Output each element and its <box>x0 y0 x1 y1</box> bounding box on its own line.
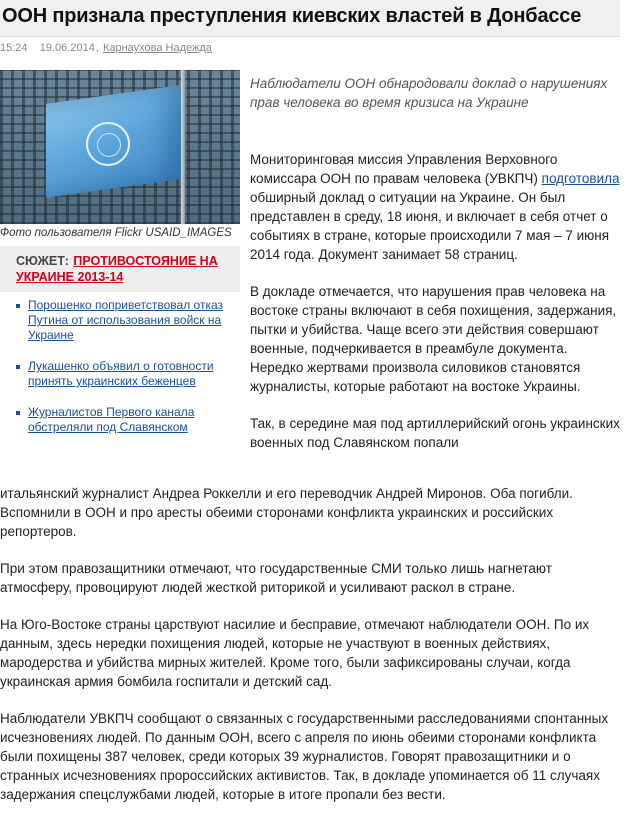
paragraph-1 <box>250 150 622 264</box>
list-item <box>16 405 240 435</box>
paragraph-1-start: Мониторинговая миссия Управления Верховного комиссара ООН по правам человека (УВКПЧ) <box>250 152 558 186</box>
related-link-2[interactable]: Лукашенко объявил о готовности принять украинских беженцев <box>28 359 214 388</box>
photo-caption: Фото пользователя Flickr USAID_IMAGES <box>0 227 232 239</box>
story-box <box>0 246 240 292</box>
flag-pole <box>181 70 185 224</box>
article-title: ООН признала преступления киевских властей в Донбассе <box>2 5 582 27</box>
article-body-wide <box>0 484 622 822</box>
publish-time: 15:24 <box>0 42 28 54</box>
related-links <box>0 298 240 435</box>
paragraph-5: На Юго-Востоке страны царствуют насилие и бесправие, отмечают наблюдатели ООН. По их данным, здесь нередки похищения людей, которые не участвуют в военных действиях, мародерства и убийства мирных жителей. Кроме того, были зафиксированы случаи, когда украинская армия бомбила госпитали и детский сад. <box>0 617 590 689</box>
story-label: СЮЖЕТ: <box>16 254 69 268</box>
story-header <box>16 253 240 285</box>
paragraph-4: При этом правозащитники отмечают, что государственные СМИ только лишь нагнетают атмосферу, провоцируют людей жесткой риторикой и усиливают раскол в стране. <box>0 561 552 595</box>
article-photo <box>0 70 240 224</box>
publish-date: 19.06.2014 <box>39 42 95 54</box>
list-item <box>16 298 240 343</box>
report-link[interactable]: подготовила <box>541 171 620 186</box>
paragraph-1-end: обширный доклад о ситуации на Украине. Он был представлен в среду, 18 июня, и включает в себя отчет о событиях в стране, которые происходили 7 мая – 7 июня 2014 года. Документ занимает 58 страниц. <box>250 190 610 262</box>
related-link-1[interactable]: Порошенко поприветствовал отказ Путина от использования войск на Украине <box>28 298 224 342</box>
left-column <box>0 70 240 451</box>
author-link[interactable]: Карнаухова Надежда <box>102 42 212 54</box>
article-meta: 15:24 19.06.2014, Карнаухова Надежда <box>0 42 212 54</box>
article-body-narrow <box>250 150 622 452</box>
list-item <box>16 359 240 389</box>
article-lead: Наблюдатели ООН обнародовали доклад о нарушениях прав человека во время кризиса на Украине <box>250 76 608 110</box>
un-emblem-icon <box>86 122 130 166</box>
related-link-3[interactable]: Журналистов Первого канала обстреляли под Славянском <box>28 405 195 434</box>
paragraph-3-end: итальянский журналист Андреа Роккелли и его переводчик Андрей Миронов. Оба погибли. Вспомнили в ООН и про аресты обеими сторонами конфликта украинских и российских репортеров. <box>0 486 573 539</box>
paragraph-2: В докладе отмечается, что нарушения прав человека на востоке страны включают в себя похищения, задержания, пытки и убийства. Чаще всего эти действия совершают военные, подчеркивается в преамбуле документа. Нередко жертвами произвола силовиков становятся журналисты, которые работают на востоке Украины. <box>250 284 617 394</box>
story-title-link[interactable]: ПРОТИВОСТОЯНИЕ НА УКРАИНЕ 2013-14 <box>16 254 218 284</box>
paragraph-6: Наблюдатели УВКПЧ сообщают о связанных с государственными расследованиями спонтанных исчезновениях людей. По данным ООН, всего с апреля по июнь обеими сторонами конфликта были похищены 387 человек, среди которых 39 журналистов. Говорят правозащитники и о странных исчезновениях пророссийских активистов. Так, в докладе упоминается об 11 случаях задержания спецслужбами людей, которые в итоге пропали без вести. <box>0 711 609 802</box>
paragraph-3-start: Так, в середине мая под артиллерийский огонь украинских военных под Славянском попали <box>250 416 620 450</box>
headline-bar <box>0 0 620 37</box>
